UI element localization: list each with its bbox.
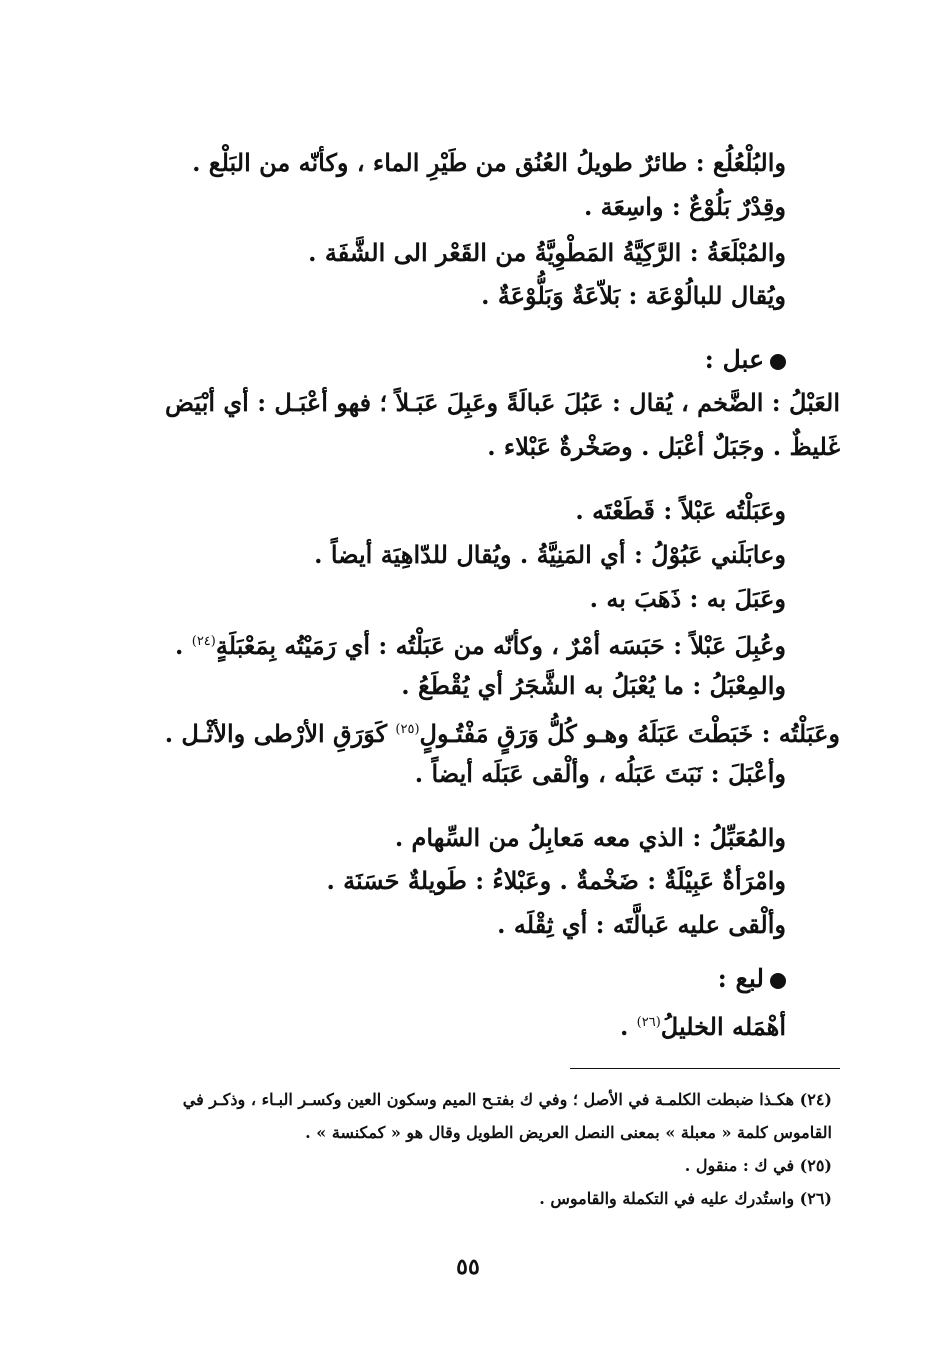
entry-line: وامْرَأةٌ عَبِيْلَةٌ : ضَخْمةٌ . وعَبْلاءُ : طَويلةٌ حَسَنَة . [326,866,786,895]
entry-text: وعُبِلَ عَبْلاً : حَبَسَه أمْرٌ ، وكأنّه من عَبَلْتُه : أي رَمَيْتُه بِمَعْبَلَةٍ [215,631,786,660]
entry-line [620,1006,786,1044]
entry-line [175,625,786,663]
entry-text: . [619,1012,637,1041]
footnote-ref[interactable]: (٢٥) [395,722,420,737]
footnote-ref[interactable]: (٢٦) [636,1015,661,1030]
entry-line: والمُعَبِّلُ : الذي معه مَعابِلُ من السِّهام . [394,823,786,852]
entry-line: وأعْبَلَ : نَبَتَ عَبَلُه ، وألْقى عَبَلَه أيضاً . [414,759,786,788]
entry-line [165,713,840,751]
entry-text: أهْمَله الخليلُ [660,1012,786,1041]
entry-line: العَبْلُ : الضَّخم ، يُقال : عَبُلَ عَبالَةً وعَبِلَ عَبَـلاً ؛ فهو أعْبَـل : أي أبْيَض [165,388,840,417]
footnote-divider [570,1068,840,1069]
section-heading-abl [705,343,786,377]
entry-line: والمُبْلَعَةُ : الرَّكِيَّةُ المَطْوِيَّةُ من القَعْر الى الشَّفَة . [308,238,786,267]
entry-text: . [175,631,192,660]
entry-line: غَليظٌ . وجَبَلٌ أعْبَل . وصَخْرةٌ عَبْلاء . [487,432,840,461]
entry-line: والبُلْعُلُع : طائرٌ طويلُ العُنُق من طَيْرِ الماء ، وكأنّه من البَلْع . [192,148,786,177]
entry-line: وألْقى عليه عَبالَّتَه : أي ثِقْلَه . [497,910,786,939]
footnote-ref[interactable]: (٢٤) [191,634,216,649]
footnote-24-continued: القاموس كلمة « معبلة » بمعنى النصل العريض الطويل وقال هو « كمكنسة » . [305,1123,832,1142]
footnote-26: (٢٦) واستُدرك عليه في التكملة والقاموس . [539,1189,832,1208]
entry-line: وقِدْرٌ بَلُوْعٌ : واسِعَة . [583,192,786,221]
page-number: ٥٥ [456,1254,480,1280]
footnote-25: (٢٥) في ك : منقول . [684,1156,832,1175]
entry-text: وعَبَلْتُه : خَبَطْتَ عَبَلَهُ وهـو كُلُّ وَرَقٍ مَفْتُـولٍ [419,719,840,748]
entry-line: وعَبَلَ به : ذَهَبَ به . [589,584,786,613]
bullet-icon [770,354,786,370]
section-heading-lba [718,962,786,996]
entry-line: وعَبَلْتُه عَبْلاً : قَطَعْتَه . [575,496,786,525]
bullet-icon [770,973,786,989]
entry-text: كَوَرَقِ الأرْطى والأثْـل . [164,719,396,748]
entry-line: ويُقال للبالُوْعَة : بَلاّعَةٌ وَبَلُّوْعَةٌ . [481,281,786,310]
heading-text: لبع : [717,964,764,993]
footnote-24: (٢٤) هكـذا ضبطت الكلمـة في الأصل ؛ وفي ك بفتـح الميم وسكون العين وكسـر البـاء ، وذكـر في [182,1090,832,1109]
heading-text: عبل : [704,345,764,374]
entry-line: والمِعْبَلُ : ما يُعْبَلُ به الشَّجَرُ أي يُقْطَعُ . [401,671,786,700]
entry-line: وعابَلَني عَبُوْلُ : أي المَنِيَّةُ . ويُقال للدّاهِيَة أيضاً . [314,540,786,569]
